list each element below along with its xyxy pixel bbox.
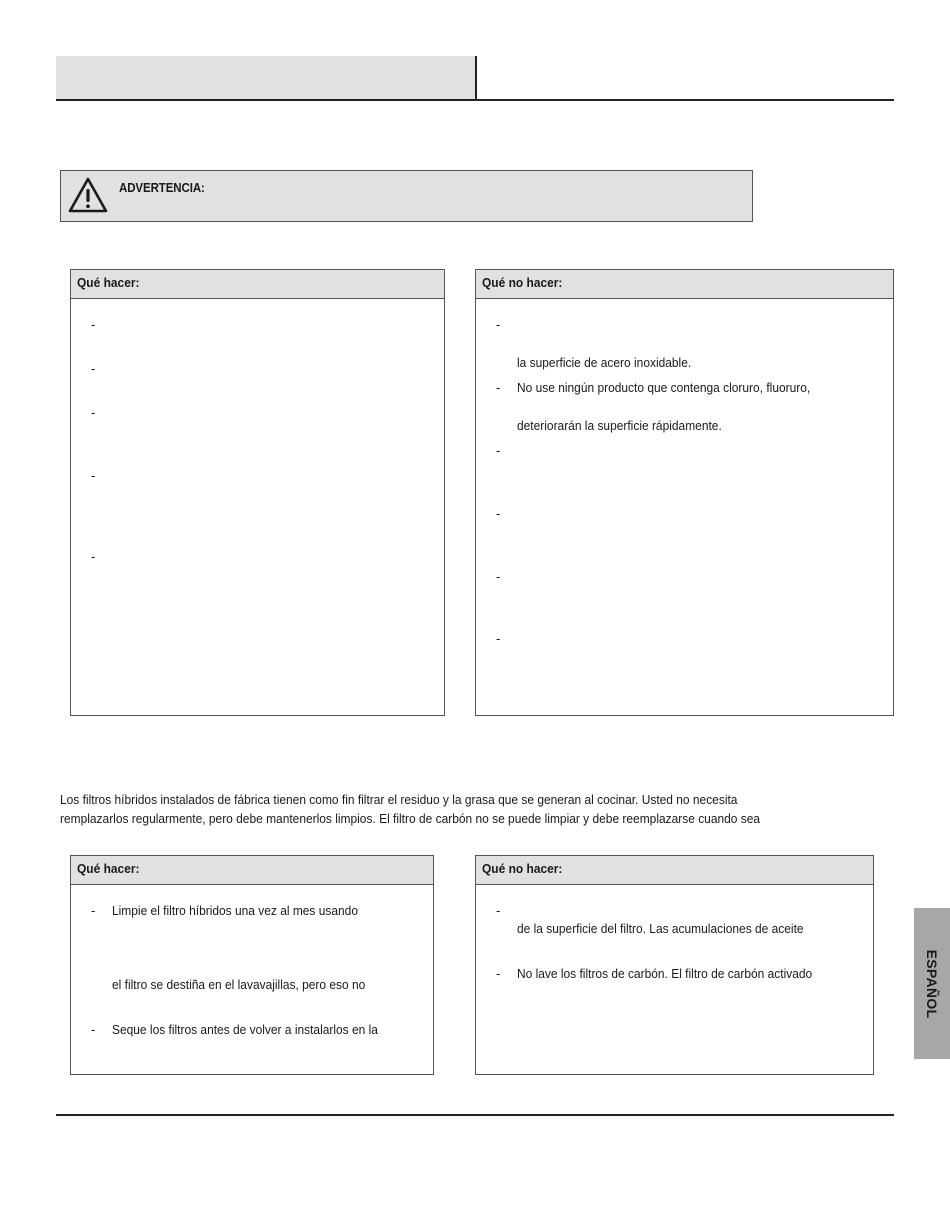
- warning-label: ADVERTENCIA:: [119, 181, 205, 195]
- list-bullet: -: [496, 317, 501, 332]
- language-tab: [914, 908, 950, 1059]
- do-panel-header: [71, 270, 444, 299]
- list-item-text: el filtro se destiña en el lavavajillas, pero eso no: [112, 977, 366, 992]
- warning-triangle-icon: [67, 175, 109, 215]
- list-bullet: -: [91, 468, 96, 483]
- list-item-text: de la superficie del filtro. Las acumulaciones de aceite: [517, 921, 804, 936]
- filters-paragraph-line-2: remplazarlos regularmente, pero debe mantenerlos limpios. El filtro de carbón no se puede limpiar y debe reemplazarse cuando sea: [60, 811, 761, 826]
- footer-rule: [56, 1114, 894, 1116]
- filter-dont-panel: [475, 855, 874, 1075]
- do-panel-surface: [70, 269, 445, 716]
- header-divider: [475, 56, 477, 100]
- list-bullet: -: [496, 966, 501, 981]
- list-item-text: Limpie el filtro híbridos una vez al mes usando: [112, 903, 358, 918]
- list-bullet: -: [496, 443, 501, 458]
- list-item-text: la superficie de acero inoxidable.: [517, 355, 692, 370]
- list-bullet: -: [91, 903, 96, 918]
- list-item-text: Seque los filtros antes de volver a instalarlos en la: [112, 1022, 378, 1037]
- filter-do-panel-title: Qué hacer:: [77, 861, 140, 876]
- list-bullet: -: [91, 1022, 96, 1037]
- filters-paragraph-line-1: Los filtros híbridos instalados de fábrica tienen como fin filtrar el residuo y la grasa que se generan al cocinar. Usted no necesita: [60, 792, 738, 807]
- warning-box: [60, 170, 753, 222]
- filter-dont-panel-header: [476, 856, 873, 885]
- do-panel-title: Qué hacer:: [77, 275, 140, 290]
- list-bullet: -: [496, 569, 501, 584]
- list-bullet: -: [496, 903, 501, 918]
- list-bullet: -: [91, 361, 96, 376]
- filter-do-panel-header: [71, 856, 433, 885]
- dont-panel-header: [476, 270, 893, 299]
- dont-panel-surface: [475, 269, 894, 716]
- list-item-text: No lave los filtros de carbón. El filtro de carbón activado: [517, 966, 813, 981]
- list-item-text: deteriorarán la superficie rápidamente.: [517, 418, 722, 433]
- language-tab-label: ESPAÑOL: [924, 949, 940, 1018]
- list-item-text: No use ningún producto que contenga cloruro, fluoruro,: [517, 380, 811, 395]
- filter-dont-panel-title: Qué no hacer:: [482, 861, 563, 876]
- list-bullet: -: [496, 631, 501, 646]
- list-bullet: -: [496, 506, 501, 521]
- header-rule: [56, 99, 894, 101]
- filter-do-panel: [70, 855, 434, 1075]
- list-bullet: -: [496, 380, 501, 395]
- list-bullet: -: [91, 317, 96, 332]
- list-bullet: -: [91, 549, 96, 564]
- dont-panel-title: Qué no hacer:: [482, 275, 563, 290]
- header-bar: [56, 56, 476, 99]
- list-bullet: -: [91, 405, 96, 420]
